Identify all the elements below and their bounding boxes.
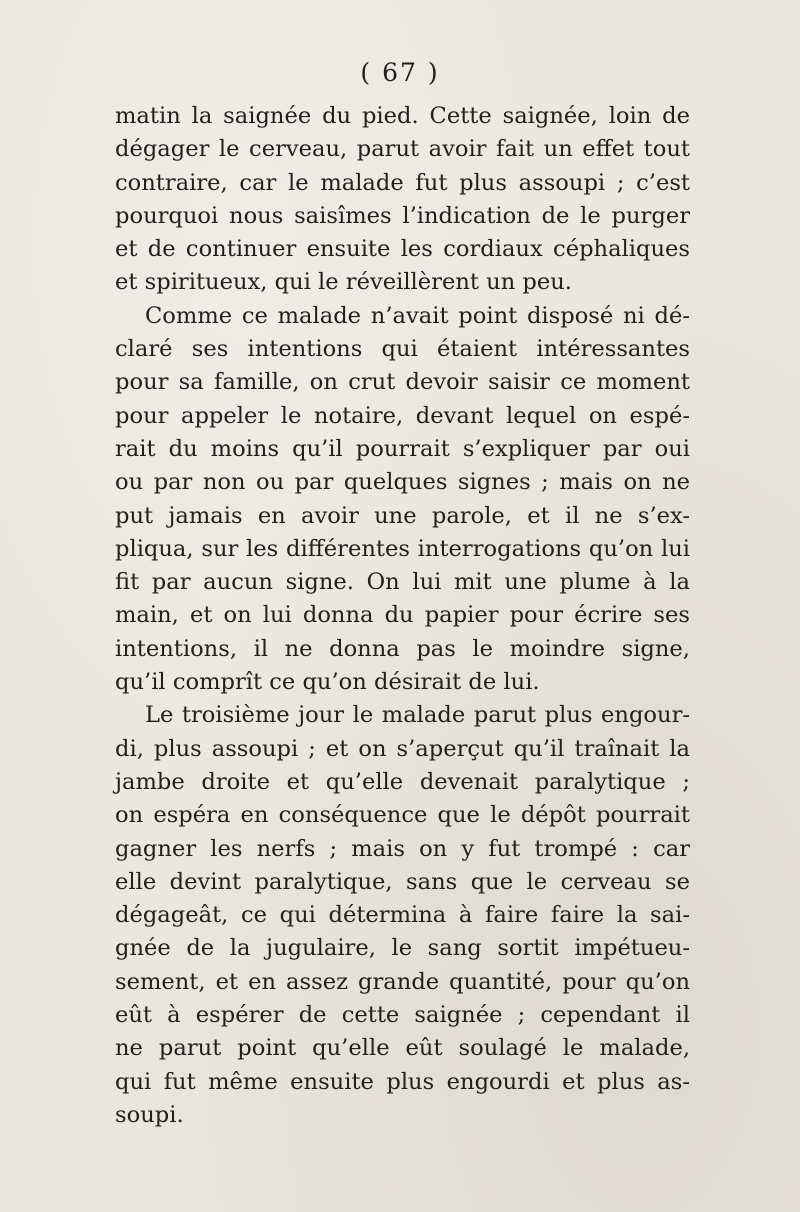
page-number: ( 67 ) [360, 58, 440, 87]
text-line: ou par non ou par quelques signes ; mais on ne [115, 469, 690, 496]
text-line: claré ses intentions qui étaient intéressantes [115, 336, 690, 363]
text-line: fit par aucun signe. On lui mit une plume à la [115, 569, 690, 596]
text-line: jambe droite et qu’elle devenait paralytique ; [115, 768, 690, 795]
text-line: on espéra en conséquence que le dépôt pourrait [115, 802, 690, 829]
text-line: Comme ce malade n’avait point disposé ni dé- [145, 302, 690, 329]
text-line: qu’il comprît ce qu’on désirait de lui. [115, 669, 540, 696]
text-line: intentions, il ne donna pas le moindre signe, [115, 635, 690, 662]
text-line: pour appeler le notaire, devant lequel on espé- [115, 402, 690, 429]
text-line: dégageât, ce qui détermina à faire faire la sai- [115, 902, 690, 929]
text-line: qui fut même ensuite plus engourdi et plus as- [115, 1068, 690, 1095]
text-line: pliqua, sur les différentes interrogations qu’on lui [115, 535, 690, 562]
text-line: sement, et en assez grande quantité, pour qu’on [115, 968, 690, 995]
body-text [115, 100, 690, 1132]
text-line: gnée de la jugulaire, le sang sortit impétueu- [115, 935, 690, 962]
text-line: di, plus assoupi ; et on s’aperçut qu’il traînait la [115, 735, 690, 762]
text-line: rait du moins qu’il pourrait s’expliquer par oui [115, 435, 690, 462]
text-line: elle devint paralytique, sans que le cerveau se [115, 868, 690, 895]
text-line: matin la saignée du pied. Cette saignée, loin de [115, 103, 690, 129]
text-line: contraire, car le malade fut plus assoupi ; c’est [115, 169, 690, 196]
text-line: et de continuer ensuite les cordiaux céphaliques [115, 236, 690, 263]
text-line: gagner les nerfs ; mais on y fut trompé : car [115, 835, 690, 862]
text-line: Le troisième jour le malade parut plus engour- [145, 702, 690, 729]
text-line: et spiritueux, qui le réveillèrent un peu. [115, 269, 572, 296]
text-line: pourquoi nous saisîmes l’indication de le purger [115, 202, 690, 229]
text-line: put jamais en avoir une parole, et il ne s’ex- [115, 502, 690, 529]
text-line: dégager le cerveau, parut avoir fait un effet tout [115, 136, 690, 163]
text-line: soupi. [115, 1101, 184, 1128]
text-line: main, et on lui donna du papier pour écrire ses [115, 602, 690, 629]
text-line: ne parut point qu’elle eût soulagé le malade, [115, 1035, 690, 1062]
text-line: pour sa famille, on crut devoir saisir ce moment [115, 369, 690, 396]
text-line: eût à espérer de cette saignée ; cependant il [115, 1002, 690, 1029]
